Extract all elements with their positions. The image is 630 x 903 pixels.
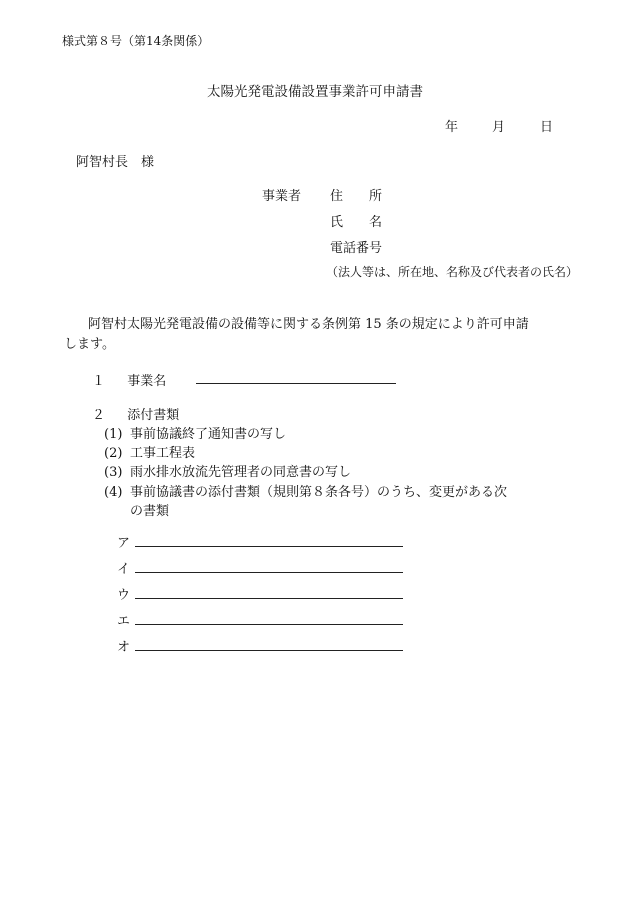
section-1-number: １ — [92, 374, 106, 389]
document-name-field[interactable] — [135, 572, 403, 573]
section-2-label: 添付書類 — [127, 408, 180, 423]
section-1-heading — [92, 370, 166, 389]
attachment-text: 事前協議書の添付書類（規則第８条各号）のうち、変更がある次 — [130, 485, 508, 500]
attachment-text: 事前協議終了通知書の写し — [130, 427, 287, 442]
attachment-item — [104, 423, 286, 442]
section-2-number: ２ — [92, 408, 106, 423]
attachment-text: 工事工程表 — [130, 446, 196, 461]
addressee: 阿智村長 様 — [76, 155, 155, 170]
attachment-number: (4) — [104, 485, 123, 500]
form-number: 様式第８号（第14条関係） — [62, 34, 210, 48]
applicant-note: （法人等は、所在地、名称及び代表者の氏名） — [326, 265, 579, 279]
section-1-label: 事業名 — [127, 374, 167, 389]
attachment-item — [104, 442, 195, 461]
kana-label: イ — [117, 562, 131, 577]
phone-label: 電話番号 — [330, 241, 383, 256]
attachment-text: 雨水排水放流先管理者の同意書の写し — [130, 465, 352, 480]
application-statement — [64, 315, 544, 355]
kana-label: ウ — [117, 588, 131, 603]
date-day-label: 日 — [540, 120, 554, 135]
attachment-continuation: の書類 — [130, 504, 170, 519]
attachment-number: (1) — [104, 427, 123, 442]
attachment-number: (3) — [104, 465, 123, 480]
document-name-field[interactable] — [135, 546, 403, 547]
name-label: 氏 名 — [330, 215, 383, 230]
statement-line-1: 阿智村太陽光発電設備の設備等に関する条例第 15 条の規定により許可申請 — [88, 317, 529, 332]
document-title: 太陽光発電設備設置事業許可申請書 — [207, 84, 423, 100]
address-label: 住 所 — [330, 189, 383, 204]
kana-label: オ — [117, 640, 131, 655]
applicant-label: 事業者 — [262, 189, 302, 204]
kana-label: エ — [117, 614, 131, 629]
attachment-item — [104, 461, 351, 480]
date-month-label: 月 — [492, 120, 506, 135]
document-name-field[interactable] — [135, 598, 403, 599]
statement-line-2: します。 — [64, 337, 115, 352]
section-2-heading — [92, 404, 179, 423]
attachment-number: (2) — [104, 446, 123, 461]
document-name-field[interactable] — [135, 650, 403, 651]
project-name-field[interactable] — [196, 383, 396, 384]
document-name-field[interactable] — [135, 624, 403, 625]
date-year-label: 年 — [445, 120, 459, 135]
kana-label: ア — [117, 536, 131, 551]
attachment-item — [104, 481, 507, 500]
